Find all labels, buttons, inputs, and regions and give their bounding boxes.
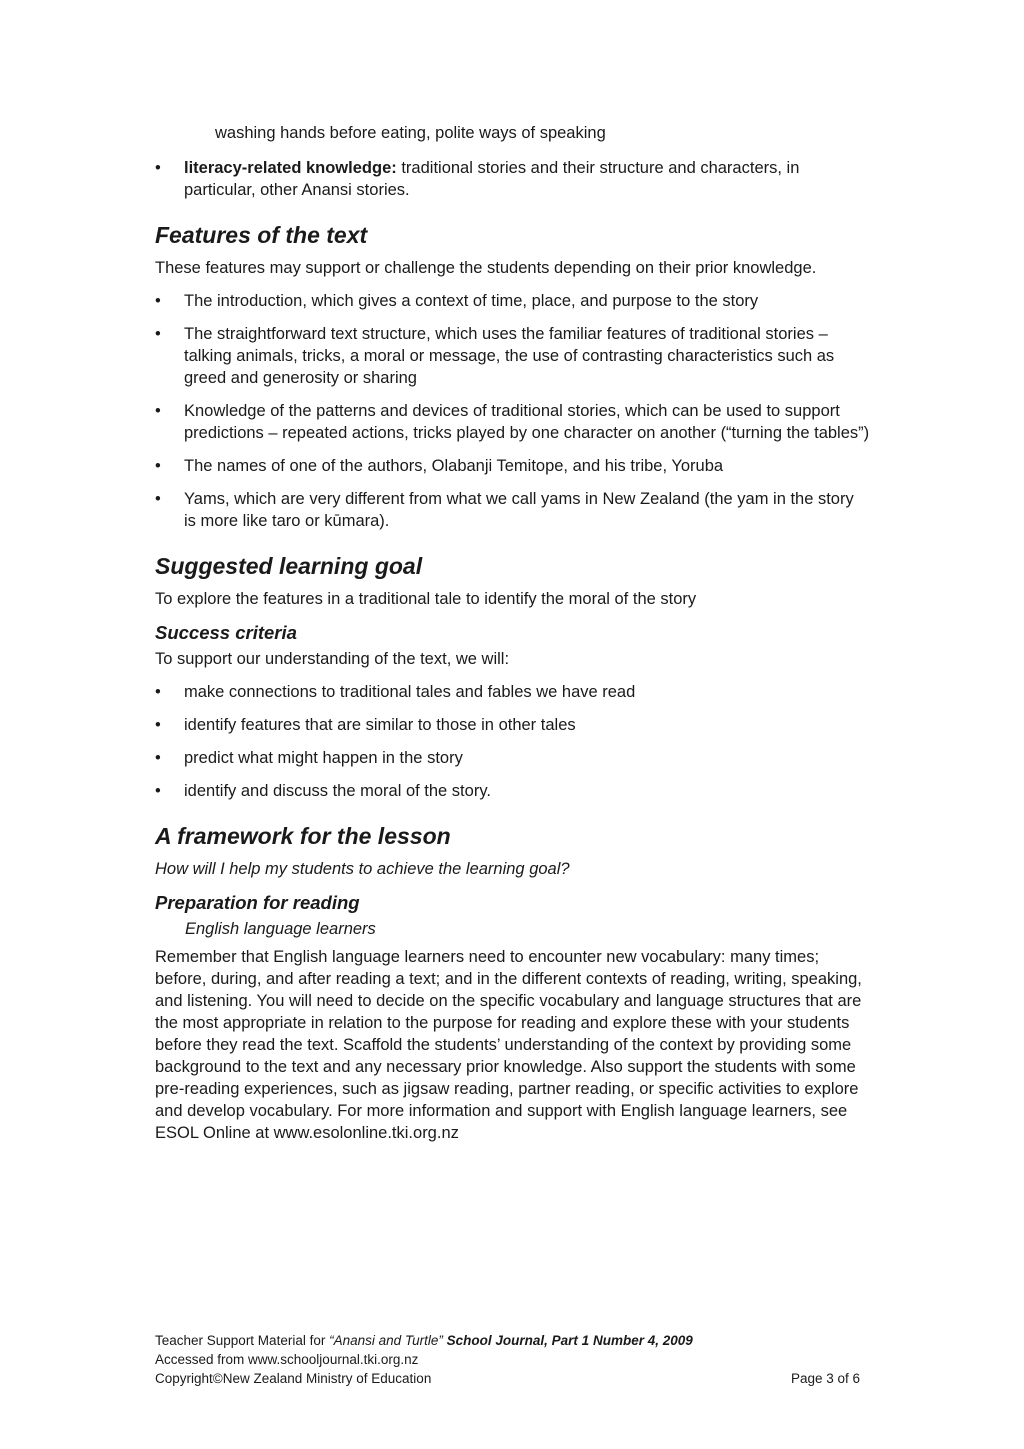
page-footer (155, 1331, 860, 1388)
bullet-label: literacy-related knowledge: (184, 159, 397, 177)
list-item (155, 488, 870, 532)
success-criteria-list (155, 681, 870, 802)
bullet-marker: • (155, 292, 161, 310)
bullet-marker: • (155, 402, 161, 420)
list-item-text: The names of one of the authors, Olabanji Temitope, and his tribe, Yoruba (184, 457, 724, 475)
bullet-marker: • (155, 782, 161, 800)
document-page (155, 122, 870, 1144)
list-item-text: Knowledge of the patterns and devices of traditional stories, which can be used to support predictions – repeated actions, tricks played by one character on another (“turning the tables”) (184, 402, 870, 442)
list-item-text: identify features that are similar to those in other tales (184, 716, 576, 734)
bullet-marker: • (155, 716, 161, 734)
learning-goal-heading: Suggested learning goal (155, 553, 423, 579)
preparation-heading: Preparation for reading (155, 892, 360, 913)
bullet-marker: • (155, 325, 161, 343)
bullet-marker: • (155, 749, 161, 767)
list-item (155, 290, 870, 312)
list-item (155, 747, 870, 769)
footer-prefix: Teacher Support Material for (155, 1333, 330, 1348)
learning-goal-text: To explore the features in a traditional tale to identify the moral of the story (155, 590, 697, 608)
list-item (155, 157, 870, 201)
footer-bottom-row (155, 1369, 860, 1388)
footer-copyright: Copyright©New Zealand Ministry of Education (155, 1371, 432, 1386)
list-item (155, 681, 870, 703)
list-item-text: identify and discuss the moral of the story. (184, 782, 491, 800)
list-item (155, 714, 870, 736)
bullet-marker: • (155, 457, 161, 475)
list-item (155, 323, 870, 389)
success-criteria-heading: Success criteria (155, 622, 297, 643)
features-list (155, 290, 870, 532)
list-item-text: Yams, which are very different from what we call yams in New Zealand (the yam in the story is more like taro or kūmara). (184, 490, 854, 530)
features-intro: These features may support or challenge the students depending on their prior knowledge. (155, 259, 817, 277)
footer-source (155, 1331, 860, 1350)
continuation-text: washing hands before eating, polite ways of speaking (215, 124, 606, 142)
list-item-text: The straightforward text structure, which uses the familiar features of traditional stories – talking animals, tricks, a moral or message, the use of contrasting characteristics such as greed and generosity or sharing (184, 325, 835, 387)
bullet-text: traditional stories and their structure and characters, in particular, other Anansi stories. (184, 159, 800, 199)
list-item (155, 780, 870, 802)
preparation-subheading: English language learners (185, 920, 376, 938)
footer-story-title: “Anansi and Turtle” (329, 1333, 443, 1348)
list-item-text: predict what might happen in the story (184, 749, 463, 767)
list-item (155, 400, 870, 444)
knowledge-list (155, 157, 870, 201)
framework-heading: A framework for the lesson (155, 823, 451, 849)
success-criteria-intro: To support our understanding of the text, we will: (155, 650, 510, 668)
features-heading: Features of the text (155, 222, 368, 248)
framework-question: How will I help my students to achieve the learning goal? (155, 860, 570, 878)
bullet-marker: • (155, 159, 161, 177)
list-item-text: The introduction, which gives a context of time, place, and purpose to the story (184, 292, 759, 310)
list-item-text: make connections to traditional tales and fables we have read (184, 683, 636, 701)
preparation-text: Remember that English language learners need to encounter new vocabulary: many times; before, during, and after reading a text; and in the different contexts of reading, writing, speaking, and listening. You will need to decide on the specific vocabulary and language structures that are the most appropriate in relation to the purpose for reading and explore these with your students before they read the text. Scaffold the students’ understanding of the context by providing some background to the text and any necessary prior knowledge. Also support the students with some pre-reading experiences, such as jigsaw reading, partner reading, or specific activities to explore and develop vocabulary. For more information and support with English language learners, see ESOL Online at www.esolonline.tki.org.nz (155, 948, 862, 1142)
page-number: Page 3 of 6 (790, 1371, 860, 1386)
bullet-marker: • (155, 683, 161, 701)
footer-accessed: Accessed from www.schooljournal.tki.org.nz (155, 1352, 419, 1367)
footer-journal: School Journal, Part 1 Number 4, 2009 (442, 1333, 693, 1348)
list-item (155, 455, 870, 477)
bullet-marker: • (155, 490, 161, 508)
